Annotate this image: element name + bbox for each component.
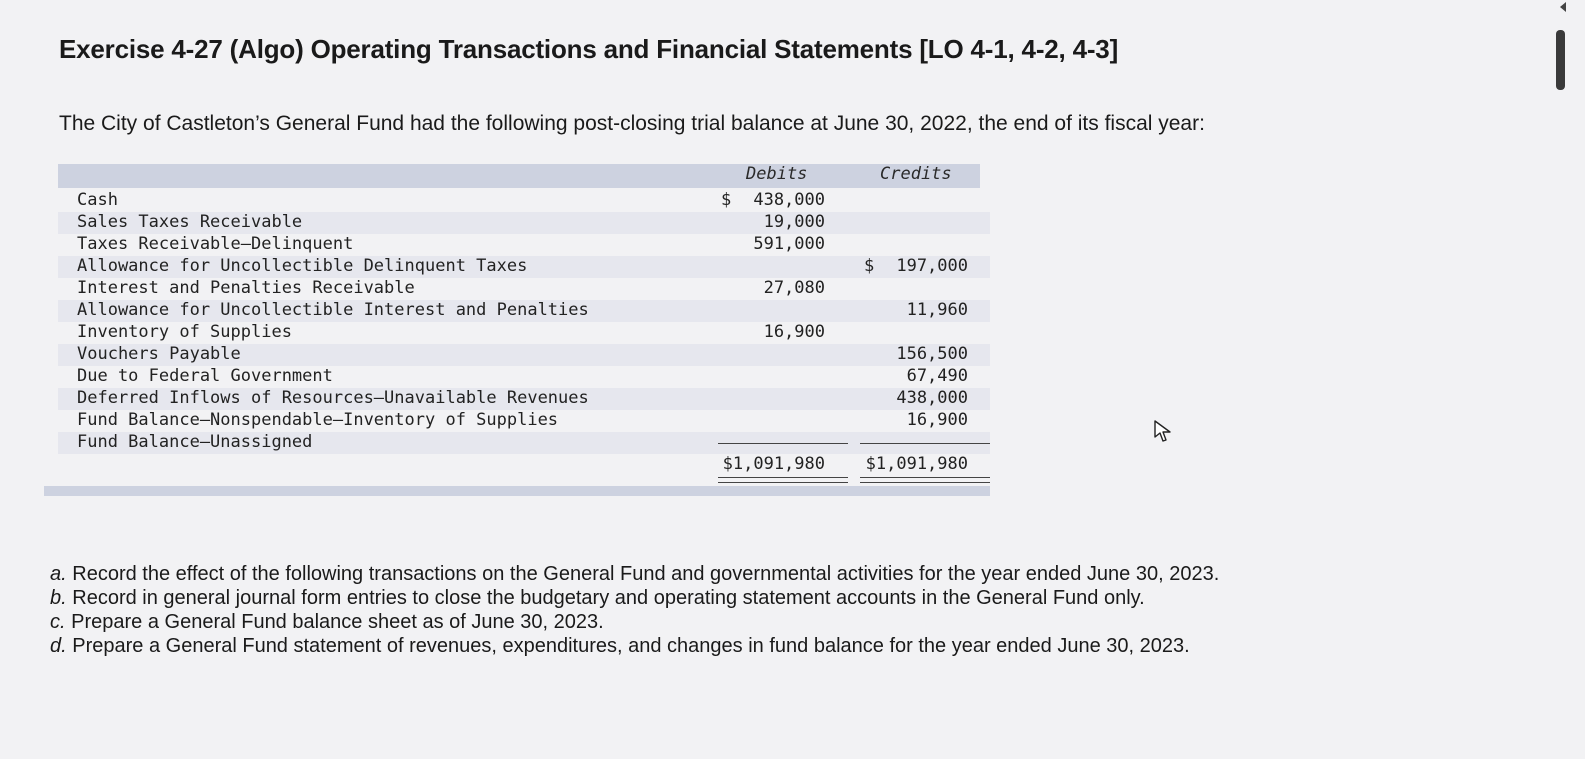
table-header-bar bbox=[58, 164, 980, 188]
account-label: Due to Federal Government bbox=[77, 366, 333, 386]
account-label: Vouchers Payable bbox=[77, 344, 241, 364]
debits-header: Debits bbox=[746, 164, 808, 184]
task-list bbox=[50, 562, 1219, 658]
account-label: Fund Balance—Nonspendable—Inventory of Supplies bbox=[77, 410, 559, 430]
credit-double-rule bbox=[860, 477, 990, 483]
task-letter: d. bbox=[50, 635, 67, 657]
table-row bbox=[58, 190, 990, 212]
debit-double-rule bbox=[718, 477, 848, 483]
debit-amount: 591,000 bbox=[753, 234, 825, 254]
table-row bbox=[58, 344, 990, 366]
task-text: Prepare a General Fund statement of revenues, expenditures, and changes in fund balance for the year ended June 30, 2023. bbox=[72, 635, 1190, 657]
table-row bbox=[58, 388, 990, 410]
totals-row bbox=[58, 454, 990, 476]
scroll-up-arrow-icon[interactable] bbox=[1560, 2, 1566, 12]
task-text: Prepare a General Fund balance sheet as of June 30, 2023. bbox=[71, 611, 604, 633]
credit-amount: 197,000 bbox=[896, 256, 968, 276]
trial-balance-table bbox=[58, 164, 990, 484]
task-letter: a. bbox=[50, 563, 67, 585]
debit-amount: 438,000 bbox=[753, 190, 825, 210]
table-row bbox=[58, 432, 990, 454]
account-label: Cash bbox=[77, 190, 118, 210]
credit-total: $1,091,980 bbox=[865, 454, 968, 474]
account-label: Allowance for Uncollectible Delinquent Taxes bbox=[77, 256, 528, 276]
task-item-d bbox=[50, 634, 1219, 658]
account-label: Taxes Receivable—Delinquent bbox=[77, 234, 354, 254]
task-text: Record in general journal form entries to close the budgetary and operating statement accounts in the General Fund only. bbox=[72, 587, 1145, 609]
credits-header: Credits bbox=[880, 164, 952, 184]
table-footer-bar bbox=[44, 486, 990, 496]
debit-dollar-sign: $ bbox=[721, 190, 732, 210]
credit-amount: 156,500 bbox=[896, 344, 968, 364]
table-row bbox=[58, 256, 990, 278]
table-row bbox=[58, 300, 990, 322]
table-row bbox=[58, 322, 990, 344]
debit-subtotal-rule bbox=[718, 443, 848, 444]
table-row bbox=[58, 278, 990, 300]
account-label: Allowance for Uncollectible Interest and Penalties bbox=[77, 300, 589, 320]
credit-amount: 67,490 bbox=[906, 366, 968, 386]
credit-amount: 11,960 bbox=[906, 300, 968, 320]
account-label: Interest and Penalties Receivable bbox=[77, 278, 415, 298]
exercise-title: Exercise 4-27 (Algo) Operating Transactions and Financial Statements [LO 4-1, 4-2, 4-3] bbox=[59, 34, 1119, 64]
scrollbar-thumb[interactable] bbox=[1556, 30, 1565, 90]
credit-amount: 438,000 bbox=[896, 388, 968, 408]
hand-cursor-icon bbox=[1152, 419, 1176, 445]
intro-text: The City of Castleton’s General Fund had the following post-closing trial balance at June 30, 2022, the end of its fiscal year: bbox=[59, 112, 1205, 135]
debit-amount: 19,000 bbox=[763, 212, 825, 232]
credit-amount: 16,900 bbox=[906, 410, 968, 430]
debit-amount: 16,900 bbox=[763, 322, 825, 342]
table-row bbox=[58, 234, 990, 256]
debit-total: $1,091,980 bbox=[722, 454, 825, 474]
task-letter: c. bbox=[50, 611, 66, 633]
task-text: Record the effect of the following transactions on the General Fund and governmental activities for the year ended June 30, 2023. bbox=[72, 563, 1220, 585]
account-label: Inventory of Supplies bbox=[77, 322, 292, 342]
account-label: Sales Taxes Receivable bbox=[77, 212, 303, 232]
table-row bbox=[58, 366, 990, 388]
table-row bbox=[58, 212, 990, 234]
credit-subtotal-rule bbox=[860, 443, 990, 444]
task-letter: b. bbox=[50, 587, 67, 609]
task-item-c bbox=[50, 610, 1219, 634]
credit-dollar-sign: $ bbox=[864, 256, 875, 276]
debit-amount: 27,080 bbox=[763, 278, 825, 298]
task-item-b bbox=[50, 586, 1219, 610]
task-item-a bbox=[50, 562, 1219, 586]
account-label: Fund Balance—Unassigned bbox=[77, 432, 313, 452]
account-label: Deferred Inflows of Resources—Unavailable Revenues bbox=[77, 388, 589, 408]
table-row bbox=[58, 410, 990, 432]
